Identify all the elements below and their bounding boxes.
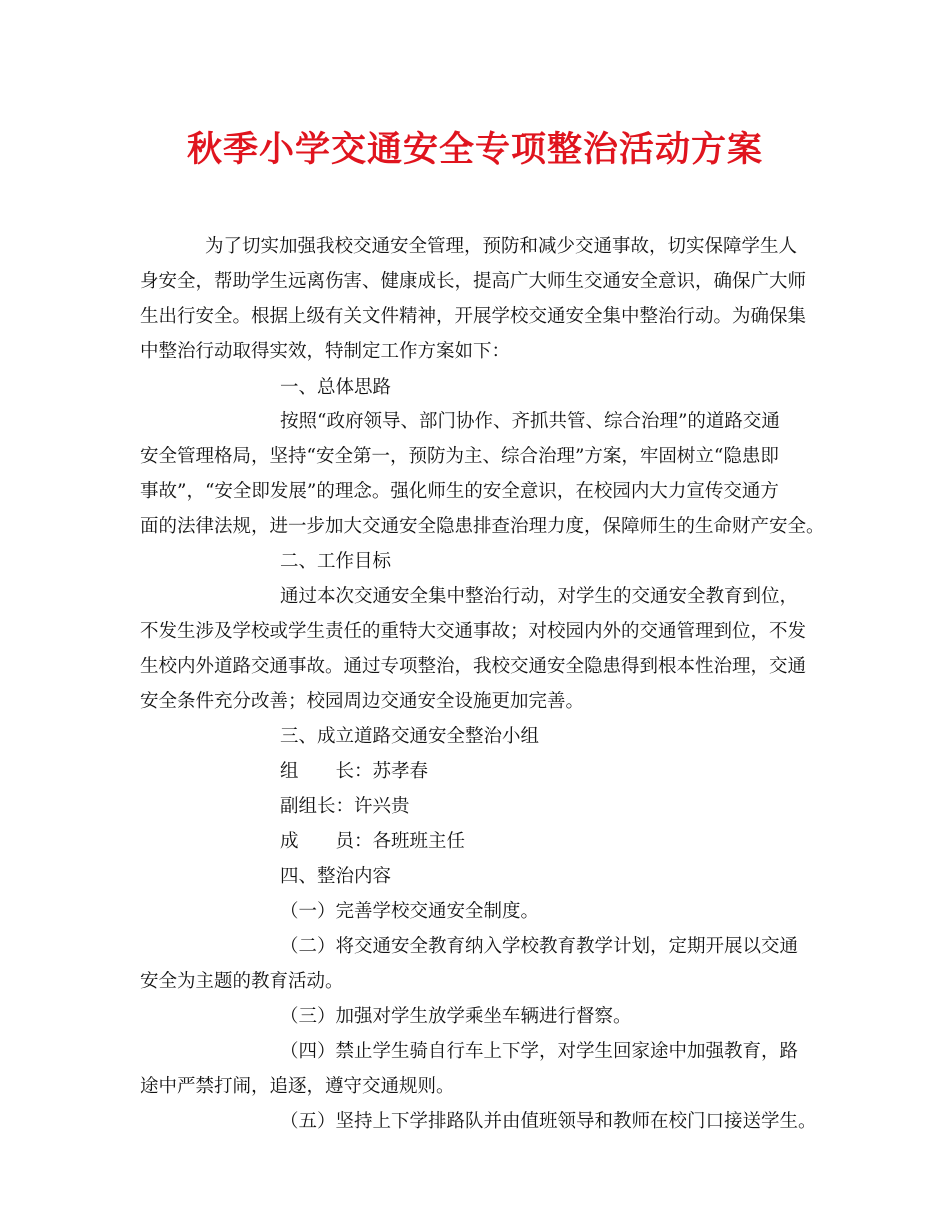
paragraph-line: 为了切实加强我校交通安全管理，预防和减少交通事故，切实保障学生人 [205, 236, 798, 257]
paragraph-line: 通过本次交通安全集中整治行动，对学生的交通安全教育到位， [280, 586, 799, 607]
list-item: （一）完善学校交通安全制度。 [280, 901, 540, 922]
team-leader: 组 长：苏孝春 [280, 761, 429, 782]
paragraph-line: 生出行安全。根据上级有关文件精神，开展学校交通安全集中整治行动。为确保集 [140, 306, 807, 327]
list-item: （三）加强对学生放学乘坐车辆进行督察。 [280, 1006, 632, 1027]
section-heading: 四、整治内容 [280, 866, 392, 887]
paragraph-line: 事故”，“安全即发展”的理念。强化师生的安全意识，在校园内大力宣传交通方 [140, 481, 779, 502]
list-item: （五）坚持上下学排路队并由值班领导和教师在校门口接送学生。 [280, 1111, 817, 1132]
document-title: 秋季小学交通安全专项整治活动方案 [186, 129, 763, 170]
section-heading: 二、工作目标 [280, 551, 392, 572]
paragraph-line: 安全管理格局，坚持“安全第一，预防为主、综合治理”方案，牢固树立“隐患即 [140, 446, 779, 467]
section-heading: 一、总体思路 [280, 377, 392, 398]
list-item: （二）将交通安全教育纳入学校教育教学计划，定期开展以交通 [280, 936, 799, 957]
paragraph-line: 中整治行动取得实效，特制定工作方案如下： [140, 341, 511, 362]
team-deputy-leader: 副组长：许兴贵 [280, 796, 410, 817]
section-heading: 三、成立道路交通安全整治小组 [280, 726, 540, 747]
paragraph-line: 身安全，帮助学生远离伤害、健康成长，提高广大师生交通安全意识，确保广大师 [140, 271, 807, 292]
paragraph-line: 不发生涉及学校或学生责任的重特大交通事故；对校园内外的交通管理到位，不发 [140, 621, 807, 642]
paragraph-line: 安全条件充分改善；校园周边交通安全设施更加完善。 [140, 691, 585, 712]
paragraph-line: 生校内外道路交通事故。通过专项整治，我校交通安全隐患得到根本性治理，交通 [140, 656, 807, 677]
list-item-continuation: 途中严禁打闹，追逐，遵守交通规则。 [140, 1076, 455, 1097]
list-item-continuation: 安全为主题的教育活动。 [140, 971, 344, 992]
team-members: 成 员：各班班主任 [280, 831, 466, 852]
paragraph-line: 按照“政府领导、部门协作、齐抓共管、综合治理”的道路交通 [280, 411, 780, 432]
list-item: （四）禁止学生骑自行车上下学，对学生回家途中加强教育，路 [280, 1041, 799, 1062]
paragraph-line: 面的法律法规，进一步加大交通安全隐患排查治理力度，保障师生的生命财产安全。 [140, 516, 825, 537]
